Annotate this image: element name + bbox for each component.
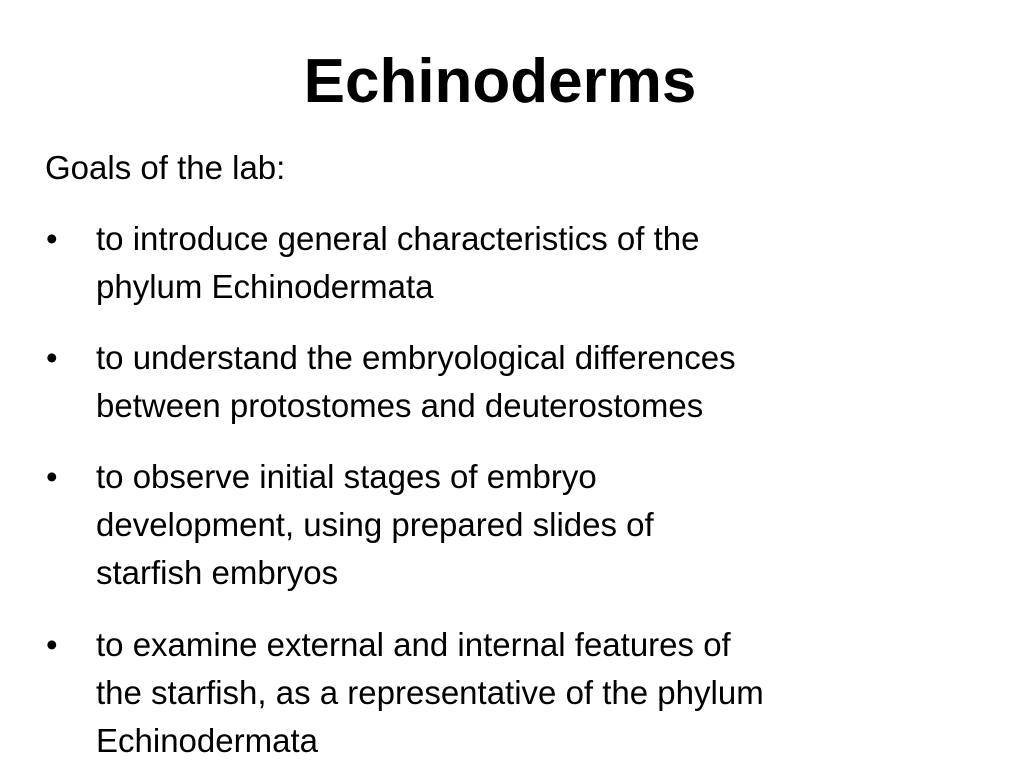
goal-text <box>96 453 906 597</box>
goal-text <box>96 334 906 430</box>
bullet-icon: • <box>46 220 58 257</box>
goal-text-line: to understand the embryological differences <box>96 339 736 376</box>
goal-text <box>96 215 906 311</box>
goal-text-line: starfish embryos <box>96 554 339 591</box>
goal-text-line: Echinodermata <box>96 722 318 759</box>
goal-text-line: between protostomes and deuterostomes <box>96 387 704 424</box>
goal-text-line: to examine external and internal features of <box>96 626 731 663</box>
goal-text-line: phylum Echinodermata <box>96 268 434 305</box>
bullet-icon: • <box>46 458 58 495</box>
goal-text-line: to introduce general characteristics of the <box>96 220 700 257</box>
slide-title: Echinoderms <box>303 47 697 116</box>
goal-text-line: the starfish, as a representative of the phylum <box>96 674 764 711</box>
intro-text: Goals of the lab: <box>45 149 286 186</box>
bullet-icon: • <box>46 339 58 376</box>
goal-text-line: development, using prepared slides of <box>96 506 654 543</box>
bullet-icon: • <box>46 626 58 663</box>
goal-text <box>96 621 906 765</box>
goal-text-line: to observe initial stages of embryo <box>96 458 597 495</box>
